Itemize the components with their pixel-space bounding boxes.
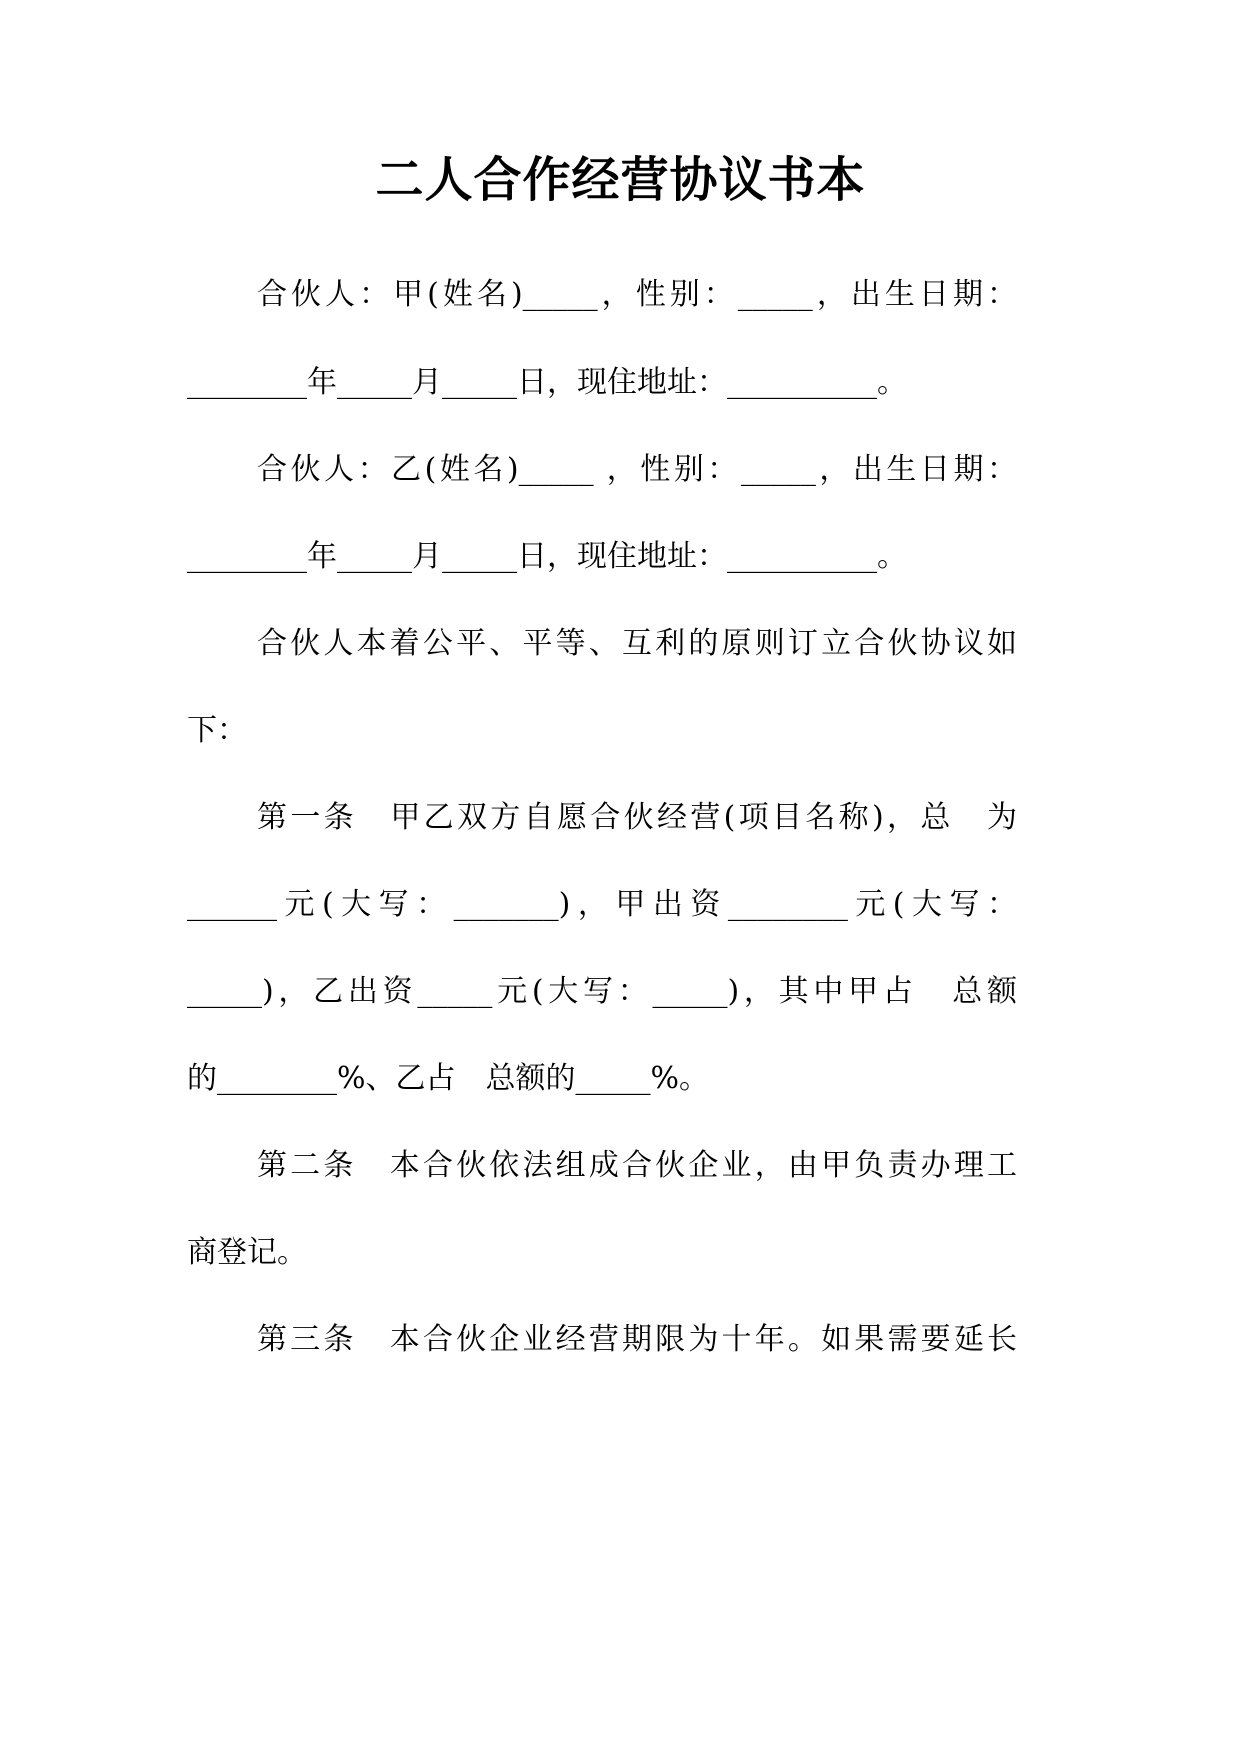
article-1-line-2: ______元(大写：_______)，甲出资________元(大写： — [187, 887, 1017, 922]
preamble-line-2: 下： — [187, 713, 247, 748]
article-1-line-3: _____)，乙出资_____元(大写：_____)，其中甲占 总额 — [187, 974, 1017, 1009]
article-3-line-1: 第三条 本合伙企业经营期限为十年。如果需要延长 — [257, 1322, 1017, 1357]
partner-a-line-1: 合伙人：甲(姓名)_____，性别：_____，出生日期： — [257, 277, 1017, 312]
preamble-line-1: 合伙人本着公平、平等、互利的原则订立合伙协议如 — [257, 626, 1017, 661]
article-1-line-4: 的________%、乙占 总额的_____%。 — [187, 1061, 710, 1096]
partner-a-line-2: ________年_____月_____日，现住地址：__________。 — [187, 365, 907, 400]
document-title: 二人合作经营协议书本 — [375, 152, 866, 208]
article-2-line-2: 商登记。 — [187, 1235, 307, 1270]
article-1-line-1: 第一条 甲乙双方自愿合伙经营(项目名称)，总 为 — [257, 800, 1017, 835]
partner-b-line-2: ________年_____月_____日，现住地址：__________。 — [187, 539, 907, 574]
partner-b-line-1: 合伙人：乙(姓名)_____ ，性别：_____，出生日期： — [257, 452, 1017, 487]
article-2-line-1: 第二条 本合伙依法组成合伙企业，由甲负责办理工 — [257, 1148, 1017, 1183]
